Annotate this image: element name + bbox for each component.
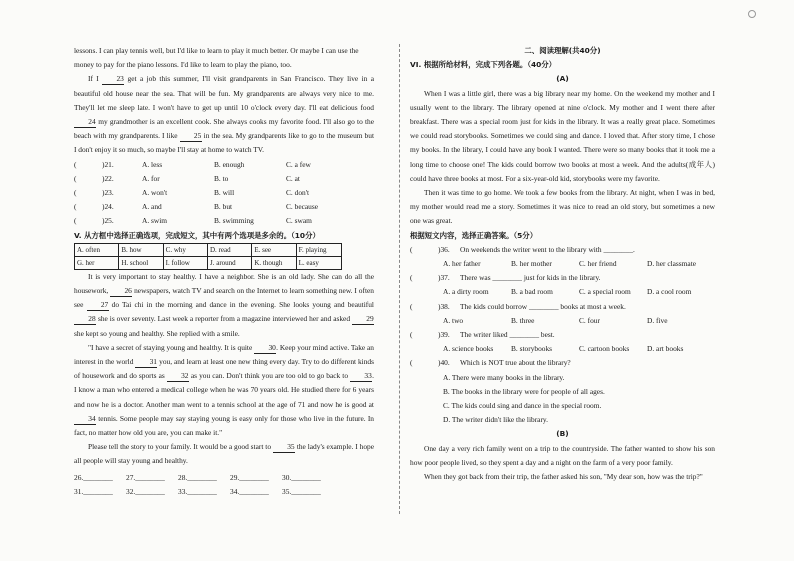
- question-25: ( )25. A. swim B. swimming C. swam: [74, 216, 312, 226]
- question-stem: On weekends the writer went to the library with ________.: [460, 244, 635, 254]
- answer-line-30[interactable]: 30.________: [282, 472, 321, 482]
- word-option: K. though: [252, 257, 296, 269]
- blank-25: 25: [180, 131, 202, 142]
- blank-34: 34: [74, 414, 96, 425]
- answer-line-33[interactable]: 33.________: [178, 486, 217, 496]
- blank-28: 28: [74, 314, 96, 325]
- section-6-title: VI. 根据所给材料，完成下列各题。（40分）: [410, 60, 557, 70]
- mcq-40: ( )40. Which is NOT true about the library? A. There were many books in the library. B. The books in the library were for people of all ages. C. The kids could sing and dance in the special room. D. The writer didn't like the library.: [410, 358, 605, 425]
- answer-line-27[interactable]: 27.________: [126, 472, 165, 482]
- passage-a-label: (A): [556, 74, 569, 84]
- blank-31: 31: [135, 357, 157, 368]
- column-divider: [399, 44, 400, 514]
- word-option: C. why: [164, 244, 208, 257]
- mcq-38: ( )38. The kids could borrow ________ books at most a week. A. two B. three C. four D. five: [410, 301, 668, 325]
- word-option: B. how: [119, 244, 163, 257]
- word-option: H. school: [119, 257, 163, 269]
- part-title: 二、阅读理解(共40分): [524, 46, 601, 55]
- word-option: D. read: [208, 244, 252, 257]
- left-column: [74, 44, 374, 499]
- intro-line-2: money to pay for the piano lessons. I'd like to learn to play the piano, too.: [74, 60, 292, 70]
- blank-30: 30: [254, 343, 276, 354]
- blank-26: 26: [110, 286, 132, 297]
- word-option: E. see: [252, 244, 296, 257]
- word-option: A. often: [75, 244, 119, 257]
- blank-32: 32: [167, 371, 189, 382]
- answer-lines: [74, 471, 374, 499]
- cloze2-paragraph-3: Please tell the story to your family. It would be a good start to 35 the lady's example. I hope all people will stay young and healthy.: [74, 442, 375, 466]
- question-stem: There was ________ just for kids in the library.: [460, 273, 601, 283]
- passage-a-paragraph-2: Then it was time to go home. We took a few books from the library. At night, when I was in bed, my mother would read me a story. Sometimes it was nice to read an old story, but sometimes a new one was great.: [410, 188, 715, 226]
- word-option: L. easy: [298, 258, 319, 267]
- question-24: ( )24. A. and B. but C. because: [74, 202, 319, 212]
- cloze1-paragraph: If I 23 get a job this summer, I'll visit grandparents in San Francisco. They live in a beautiful old house near the sea. That will be fun. My grandparents are always very nice to me. They'll let me sleep late. I won't have to get up until 10 o'clock every day. I'll eat delicious food 24 my grandmother is an excellent cook. She always cooks my favorite food. I'll also go to the beach with my grandparents. I like 25 in the sea. My grandparents like to go to the museum but I don't enjoy it so much, so maybe I'll stay at home to watch TV.: [74, 74, 374, 155]
- word-option: J. around: [208, 257, 252, 269]
- question-stem: The writer liked ________ best.: [460, 330, 555, 340]
- answer-line-34[interactable]: 34.________: [230, 486, 269, 496]
- mcq-39: ( )39. The writer liked ________ best. A. science books B. storybooks C. cartoon books D. art books: [410, 330, 684, 354]
- cloze2-paragraph-2: "I have a secret of staying young and healthy. It is quite 30. Keep your mind active. Take an interest in the world 31 you, and learn at least one new thing every day. Try to do different kinds of housework and do sports as 32 as you can. Don't think you are too old to go back to 33. I know a man who entered a medical college when he was 70 years old. He studied there for 6 years and now he is a doctor. Another man went to a tennis school at the age of 71 and now he is good at 34 tennis. Some people may say staying young is easy only for those who live in the future. In fact, no matter how old you are, you can make it.": [74, 342, 374, 438]
- answer-line-35[interactable]: 35.________: [282, 486, 321, 496]
- intro-line-1: lessons. I can play tennis well, but I'd like to learn to play it much better. Or maybe I can use the: [74, 46, 359, 55]
- passage-b-paragraph-2: When they got back from their trip, the father asked his son, "My dear son, how was the trip?": [424, 472, 703, 482]
- blank-24: 24: [74, 117, 96, 128]
- word-option: F. playing: [297, 244, 341, 257]
- question-21: ( )21. A. less B. enough C. a few: [74, 159, 311, 169]
- passage-b-label: (B): [556, 429, 569, 439]
- blank-29: 29: [352, 314, 374, 325]
- word-option: I. follow: [164, 257, 208, 269]
- question-23: ( )23. A. won't B. will C. don't: [74, 188, 310, 198]
- corner-mark: [748, 10, 756, 18]
- right-column: [410, 44, 715, 484]
- mcq-36: ( )36. On weekends the writer went to the library with ________. A. her father B. her mother C. her friend D. her classmate: [410, 244, 697, 269]
- question-stem: Which is NOT true about the library?: [460, 358, 571, 368]
- word-box: [74, 243, 342, 270]
- cloze1-questions: [74, 158, 374, 229]
- question-stem: The kids could borrow ________ books at most a week.: [460, 301, 626, 311]
- answer-line-32[interactable]: 32.________: [126, 486, 165, 496]
- instruction: 根据短文内容，选择正确答案。（5分）: [410, 230, 538, 240]
- blank-23: 23: [102, 74, 124, 85]
- question-22: ( )22. A. for B. to C. at: [74, 173, 300, 183]
- mcq-37: ( )37. There was ________ just for kids in the library. A. a dirty room B. a bad room C. a special room D. a cool room: [410, 273, 692, 297]
- answer-line-29[interactable]: 29.________: [230, 472, 269, 482]
- blank-33: 33: [350, 371, 372, 382]
- passage-a-paragraph-1: When I was a little girl, there was a big library near my home. On the weekend my mother and I usually went to the library. The library opened at nine o'clock. My mother and I went there after breakfast. There was a special room just for kids in the library. It was a really great place. Sometimes we could read storybooks. Sometimes we could sing and dance. I loved that. After story time, I chose my books. In the library, I could have any book I wanted. There were so many books that it took me a long time to choose one! The kids could borrow two books at most a week. And the adults(成年人) could have three books at most. For a six-year-old kid, storybooks were my favorite.: [410, 88, 715, 183]
- passage-b-paragraph-1: One day a very rich family went on a trip to the countryside. The father wanted to show his son how poor people lived, so they spent a day and a night on the farm of a very poor family.: [410, 443, 715, 467]
- answer-line-31[interactable]: 31.________: [74, 486, 113, 496]
- blank-35: 35: [273, 442, 295, 453]
- blank-27: 27: [87, 300, 109, 311]
- section-5-title: V. 从方框中选择正确选项，完成短文，其中有两个选项是多余的。（10分）: [74, 230, 320, 240]
- cloze2-paragraph-1: It is very important to stay healthy. I have a neighbor. She is an old lady. She can do all the housework, 26 newspapers, watch TV and search on the Internet to learn something new. I often see 27 do Tai chi in the morning and dance in the evening. She looks young and beautiful 28 she is over seventy. Last week a reporter from a magazine interviewed her and asked 29 she kept so young and healthy. She replied with a smile.: [74, 271, 374, 338]
- word-option: G. her: [75, 257, 119, 269]
- answer-line-28[interactable]: 28.________: [178, 472, 217, 482]
- answer-line-26[interactable]: 26.________: [74, 472, 113, 482]
